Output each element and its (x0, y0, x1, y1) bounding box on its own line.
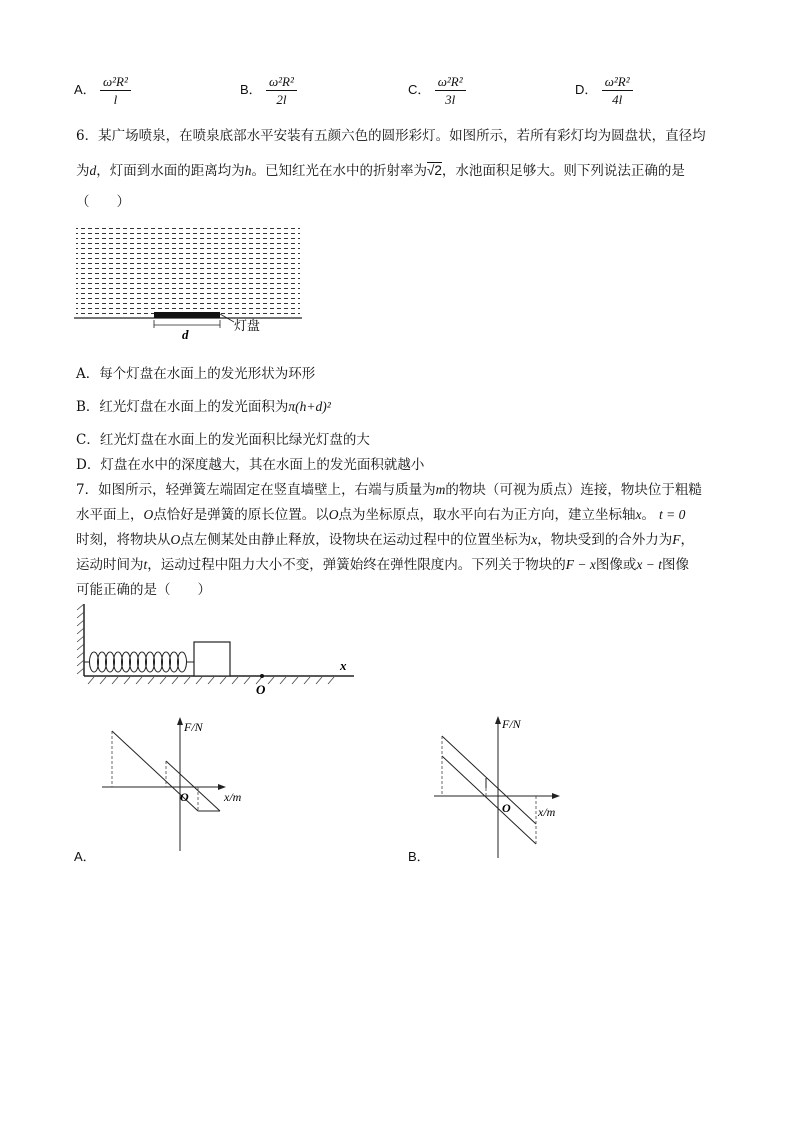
q6-pool-figure (74, 226, 306, 346)
numerator: ω²R² (602, 74, 633, 91)
text: ，运动过程中阻力大小不变，弹簧始终在弹性限度内。下列关于物块的 (147, 557, 566, 573)
q7-stem-line2 (76, 505, 685, 525)
water-region (76, 228, 300, 316)
line-lower (442, 756, 536, 844)
text: 时刻，将物块从 (76, 532, 171, 548)
block (194, 642, 230, 676)
wall-hatching (77, 604, 84, 674)
denominator: 4l (612, 92, 623, 107)
option-letter: D． (575, 82, 598, 97)
var-O: O (143, 507, 154, 522)
y-label: F/N (502, 717, 521, 731)
q5-option-c[interactable] (408, 74, 466, 107)
denominator: l (113, 92, 118, 107)
numerator: ω²R² (100, 74, 131, 91)
text: 的物块（可视为质点）连接，物块位于粗糙 (445, 482, 702, 498)
var-O: O (328, 507, 339, 522)
denominator: 2l (276, 92, 287, 107)
text: 图像 (661, 557, 689, 573)
q6-option-b[interactable] (76, 397, 331, 417)
x-t-label: x − t (636, 557, 662, 572)
var-F: F (672, 532, 681, 547)
text: 水平面上， (76, 507, 144, 523)
line-lower-segment (166, 761, 220, 811)
option-letter: C． (408, 82, 431, 97)
q7-stem-line4 (76, 555, 689, 575)
fraction (435, 74, 466, 107)
f-axis-arrow (495, 716, 501, 724)
y-label: F/N (184, 720, 203, 734)
q6-option-a[interactable]: A．每个灯盘在水面上的发光形状为环形 (76, 366, 316, 382)
lamp-disk (154, 312, 220, 318)
label-x: x (340, 658, 347, 673)
var-t: t (143, 557, 148, 572)
text: 7．如图所示，轻弹簧左端固定在竖直墙壁上，右端与质量为 (76, 482, 436, 498)
var-m: m (435, 482, 446, 497)
q7-option-a-label[interactable]: A． (74, 849, 96, 864)
q6-stem-line2 (76, 161, 685, 181)
var-x: x (635, 507, 642, 522)
x-axis-arrow (552, 793, 560, 799)
q7-spring-figure (74, 604, 364, 696)
t-equals-zero: t = 0 (659, 507, 686, 522)
fraction (100, 74, 131, 107)
text: 运动时间为 (76, 557, 144, 573)
label-lamp: 灯盘 (234, 319, 261, 334)
q7-graph-a[interactable] (100, 715, 260, 855)
q7-option-b-label[interactable]: B． (408, 849, 430, 864)
origin-label: O (502, 801, 511, 815)
label-O: O (256, 682, 266, 696)
q6-option-c[interactable]: C．红光灯盘在水面上的发光面积比绿光灯盘的大 (76, 432, 370, 448)
x-label: x/m (538, 805, 556, 819)
text: ， (680, 532, 694, 548)
option-letter: A． (74, 82, 96, 97)
line-upper (442, 736, 536, 824)
var-d: d (89, 163, 97, 178)
q6-option-d[interactable]: D．灯盘在水中的深度越大，其在水面上的发光面积就越小 (76, 457, 425, 473)
f-axis-arrow (177, 717, 183, 725)
q7-stem-line1 (76, 480, 702, 500)
ground-hatching (88, 677, 334, 684)
denominator: 3l (445, 92, 456, 107)
fraction (266, 74, 297, 107)
text: 图像或 (595, 557, 637, 573)
text: 。 (641, 507, 655, 523)
q7-graph-b[interactable] (432, 712, 572, 862)
q5-option-d[interactable] (575, 74, 633, 107)
q6-stem-line1: 6．某广场喷泉，在喷泉底部水平安装有五颜六色的圆形彩灯。如图所示，若所有彩灯均为圆盘状，直径均 (76, 128, 706, 144)
q5-option-a[interactable] (74, 74, 131, 107)
text: ，灯面到水面的距离均为 (96, 163, 245, 179)
origin-point (260, 674, 264, 678)
formula: π(h+d)² (288, 399, 331, 414)
f-x-label: F − x (565, 557, 596, 572)
text: ，水池面积足够大。则下列说法正确的是 (441, 163, 685, 179)
text: 。已知红光在水中的折射率为 (251, 163, 427, 179)
numerator: ω²R² (435, 74, 466, 91)
text: 点恰好是弹簧的原长位置。以 (153, 507, 329, 523)
option-letter: B． (240, 82, 262, 97)
text: ，物块受到的合外力为 (537, 532, 673, 548)
var-x: x (531, 532, 538, 547)
text: B．红光灯盘在水面上的发光面积为 (76, 399, 289, 415)
fraction (602, 74, 633, 107)
text: 点左侧某处由静止释放，设物块在运动过程中的位置坐标为 (180, 532, 532, 548)
var-h: h (244, 163, 252, 178)
spring (84, 652, 194, 672)
var-O: O (170, 532, 181, 547)
q7-stem-line5: 可能正确的是（ ） (76, 582, 211, 598)
sqrt-2: √2 (427, 163, 442, 178)
text: 为 (76, 163, 90, 179)
origin-label: O (180, 790, 189, 804)
q5-option-b[interactable] (240, 74, 297, 107)
q7-stem-line3 (76, 530, 694, 550)
label-d: d (182, 327, 189, 342)
q6-answer-paren: （ ） (76, 194, 130, 210)
numerator: ω²R² (266, 74, 297, 91)
x-label: x/m (224, 790, 242, 804)
text: 点为坐标原点，取水平向右为正方向，建立坐标轴 (338, 507, 636, 523)
